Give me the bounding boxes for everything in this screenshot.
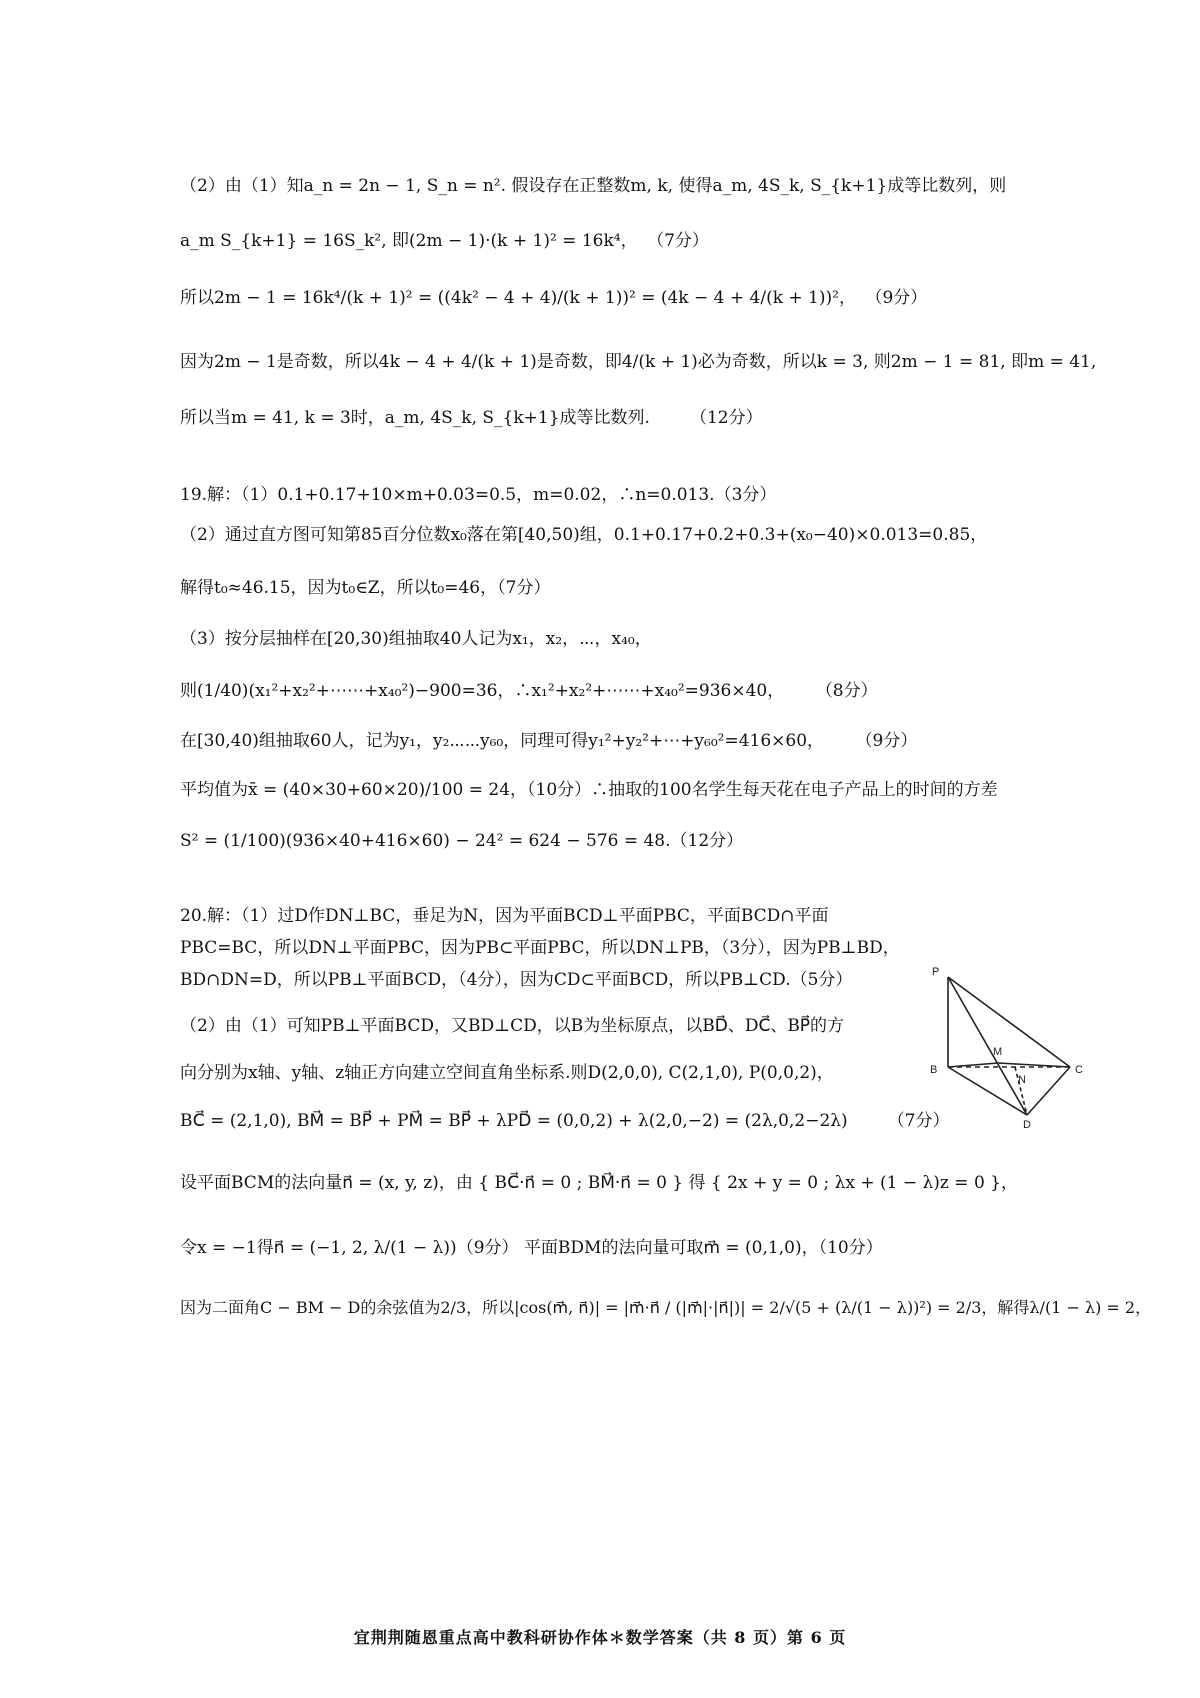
q18-line-1: （2）由（1）知a_n = 2n − 1, S_n = n². 假设存在正整数m, k, 使得a_m, 4S_k, S_{k+1}成等比数列，则 (180, 176, 1007, 196)
label-d: D (1023, 1119, 1031, 1130)
q19-line-2: （2）通过直方图可知第85百分位数x₀落在第[40,50)组，0.1+0.17+0.2+0.3+(x₀−40)×0.013=0.85， (180, 525, 988, 545)
q19-line-1: 19.解：（1）0.1+0.17+10×m+0.03=0.5，m=0.02，∴n=0.013.（3分） (180, 485, 777, 505)
q18-line-5: 所以当m = 41, k = 3时，a_m, 4S_k, S_{k+1}成等比数列. （12分） (180, 408, 763, 428)
q20-line-2: PBC=BC，所以DN⊥平面PBC，因为PB⊂平面PBC，所以DN⊥PB，（3分），因为PB⊥BD， (180, 938, 900, 958)
q19-line-6: 在[30,40)组抽取60人，记为y₁，y₂⋯⋯y₆₀，同理可得y₁²+y₂²+⋯+y₆₀²=416×60， （9分） (180, 731, 918, 751)
edge-pc (948, 977, 1070, 1067)
q20-line-7: 设平面BCM的法向量n⃗ = (x, y, z)，由 { BC⃗·n⃗ = 0 ; BM⃗·n⃗ = 0 } 得 { 2x + y = 0 ; λx + (1 − λ)z = 0 }， (180, 1173, 1018, 1193)
page-footer: 宜荆荆随恩重点高中教科研协作体＊数学答案（共 8 页）第 6 页 (353, 1628, 847, 1647)
q18-line-4: 因为2m − 1是奇数，所以4k − 4 + 4/(k + 1)是奇数，即4/(k + 1)必为奇数，所以k = 3, 则2m − 1 = 81, 即m = 41, (180, 352, 1097, 372)
q20-line-3: BD∩DN=D，所以PB⊥平面BCD，（4分），因为CD⊂平面BCD，所以PB⊥CD.（5分） (180, 970, 853, 990)
q19-line-5: 则(1/40)(x₁²+x₂²+⋯⋯+x₄₀²)−900=36，∴x₁²+x₂²+⋯⋯+x₄₀²=936×40， （8分） (180, 681, 878, 701)
q20-line-6: BC⃗ = (2,1,0), BM⃗ = BP⃗ + PM⃗ = BP⃗ + λPD⃗ = (0,0,2) + λ(2,0,−2) = (2λ,0,2−2λ) （7分） (180, 1111, 950, 1131)
q19-line-3: 解得t₀≈46.15，因为t₀∈Z，所以t₀=46，（7分） (180, 578, 551, 598)
q18-line-2: a_m S_{k+1} = 16S_k², 即(2m − 1)·(k + 1)² = 16k⁴， （7分） (180, 231, 709, 251)
q19-points-9: （9分） (864, 731, 918, 751)
label-c: C (1075, 1064, 1083, 1076)
edge-cd (1027, 1067, 1070, 1115)
q18-points-7: （7分） (655, 231, 709, 251)
q19-points-8: （8分） (824, 681, 878, 701)
q19-line-8: S² = (1/100)(936×40+416×60) − 24² = 624 − 576 = 48.（12分） (180, 831, 744, 851)
q20-line-5: 向分别为x轴、y轴、z轴正方向建立空间直角坐标系.则D(2,0,0), C(2,1,0), P(0,0,2)， (180, 1063, 834, 1083)
edge-bd (948, 1067, 1027, 1115)
label-p: P (932, 966, 940, 978)
q19-line-7: 平均值为x̄ = (40×30+60×20)/100 = 24，（10分）∴抽取的100名学生每天花在电子产品上的时间的方差 (180, 780, 998, 800)
q20-line-9: 因为二面角C − BM − D的余弦值为2/3，所以|cos(m⃗, n⃗)| = |m⃗·n⃗ / (|m⃗|·|n⃗|)| = 2/√(5 + (λ/(1 − λ))²) = 2/3，解得λ/(1 − λ) = 2， (180, 1298, 1152, 1317)
q20-line-1: 20.解：（1）过D作DN⊥BC，垂足为N，因为平面BCD⊥平面PBC，平面BCD∩平面 (180, 906, 829, 926)
tetrahedron-figure (920, 955, 1090, 1130)
label-b: B (930, 1064, 938, 1076)
q18-line-3: 所以2m − 1 = 16k⁴/(k + 1)² = ((4k² − 4 + 4)/(k + 1))² = (4k − 4 + 4/(k + 1))²， （9分） (180, 288, 928, 308)
segment-mc (998, 1063, 1070, 1067)
q18-points-9: （9分） (873, 288, 928, 308)
label-m: M (993, 1046, 1003, 1058)
segment-bm (948, 1063, 998, 1067)
q20-line-4: （2）由（1）可知PB⊥平面BCD，又BD⊥CD，以B为坐标原点，以BD⃗、DC⃗、BP⃗的方 (180, 1016, 845, 1036)
q20-points-7: （7分） (887, 1111, 950, 1131)
q19-line-4: （3）按分层抽样在[20,30)组抽取40人记为x₁，x₂，⋯，x₄₀， (180, 629, 652, 649)
q20-line-8: 令x = −1得n⃗ = (−1, 2, λ/(1 − λ))（9分） 平面BDM的法向量可取m⃗ = (0,1,0)，（10分） (180, 1238, 883, 1258)
label-n: N (1018, 1074, 1026, 1086)
q18-points-12: （12分） (689, 408, 763, 428)
edge-pd (948, 977, 1027, 1115)
